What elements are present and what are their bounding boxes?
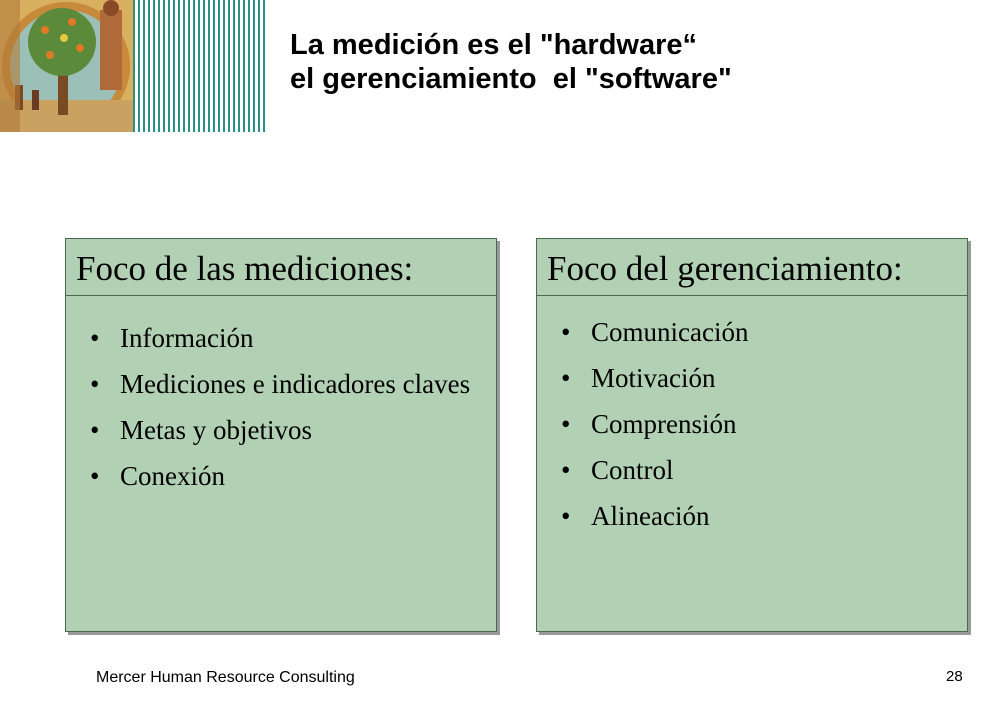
bullet-icon: • [561,409,571,439]
bullet-icon: • [90,415,100,445]
bullet-list [90,321,490,505]
item-text: Mediciones e indicadores claves [120,369,471,399]
decorative-stripes [133,0,265,132]
list-item [561,315,961,349]
panel-title: Foco de las mediciones: [76,249,414,288]
list-item [90,413,490,447]
footer-company: Mercer Human Resource Consulting [96,669,355,686]
item-text: Control [591,455,674,485]
tree-illustration [0,0,133,132]
item-text: Motivación [591,363,716,393]
item-text: Alineación [591,501,710,531]
panel-header [537,239,967,296]
management-focus-panel [536,238,968,632]
panel-header [66,239,496,296]
list-item [90,459,490,493]
list-item [561,361,961,395]
bullet-icon: • [561,363,571,393]
title-line-2: el gerenciamiento el "software" [290,63,732,95]
title-line-1: La medición es el "hardware“ [290,29,698,61]
item-text: Comprensión [591,409,737,439]
item-text: Información [120,323,254,353]
measurement-focus-panel [65,238,497,632]
item-text: Conexión [120,461,225,491]
page-number: 28 [946,668,963,685]
bullet-icon: • [90,369,100,399]
list-item [561,453,961,487]
bullet-icon: • [561,501,571,531]
panel-title: Foco del gerenciamiento: [547,249,903,288]
bullet-icon: • [90,323,100,353]
bullet-list [561,315,961,545]
list-item [90,367,490,401]
list-item [561,407,961,441]
slide-title [290,28,732,96]
bullet-icon: • [561,455,571,485]
list-item [561,499,961,533]
bullet-icon: • [561,317,571,347]
item-text: Metas y objetivos [120,415,312,445]
bullet-icon: • [90,461,100,491]
item-text: Comunicación [591,317,749,347]
list-item [90,321,490,355]
